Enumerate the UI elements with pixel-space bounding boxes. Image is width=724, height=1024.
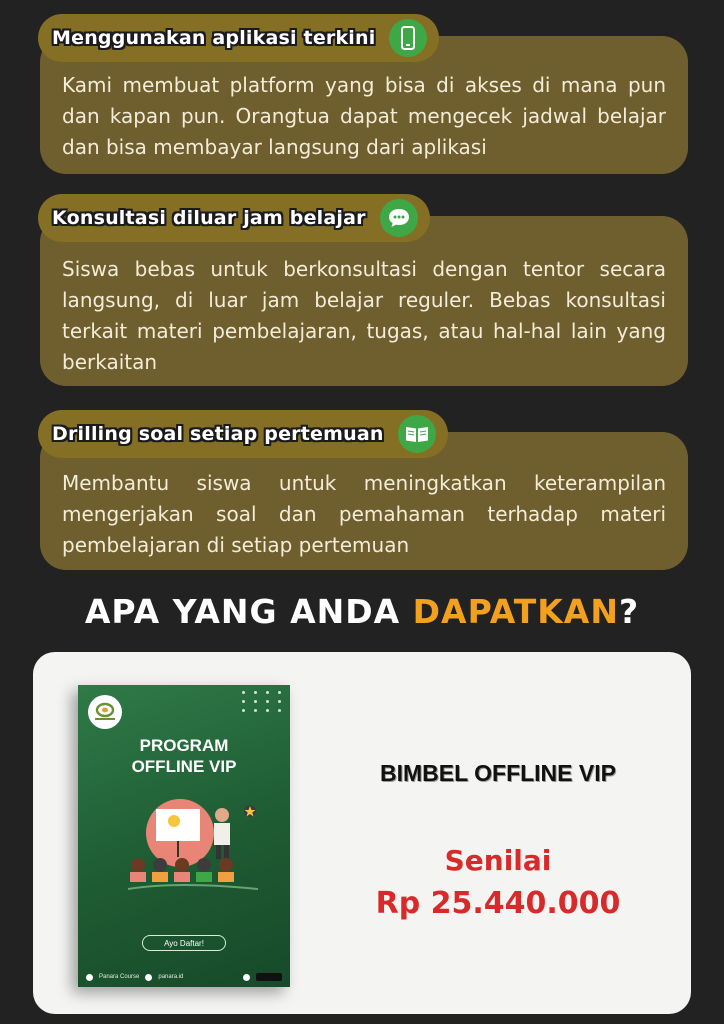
- brand-logo: [88, 695, 122, 729]
- google-play-badge: [256, 973, 282, 981]
- feature-description: Kami membuat platform yang bisa di akses di mana pun dan kapan pun. Orangtua dapat mengecek jadwal belajar dan bisa membayar langsung dari aplikasi: [62, 73, 666, 159]
- web-icon: [145, 974, 152, 981]
- section-heading: [0, 592, 724, 631]
- feature-consultation: [40, 194, 688, 386]
- feature-drilling: [40, 410, 688, 570]
- feature-description: Siswa bebas untuk berkonsultasi dengan tentor secara langsung, di luar jam belajar reguler. Bebas konsultasi terkait materi pembelajaran, tugas, atau hal-hal lain yang berkaitan: [62, 257, 666, 374]
- heading-prefix: APA YANG ANDA: [84, 592, 413, 631]
- feature-title: Konsultasi diluar jam belajar: [52, 207, 366, 229]
- poster-title-line2: OFFLINE VIP: [131, 757, 237, 776]
- chat-bubble-icon: [380, 199, 418, 237]
- feature-title-pill: [38, 14, 439, 62]
- program-poster-image: [78, 685, 290, 987]
- product-price: Rp 25.440.000: [375, 886, 621, 921]
- open-book-icon: [398, 415, 436, 453]
- poster-title-line1: PROGRAM: [139, 736, 229, 755]
- worth-label: Senilai: [444, 844, 552, 877]
- classroom-illustration: [118, 785, 268, 895]
- smartphone-icon: [389, 19, 427, 57]
- poster-title: [78, 735, 290, 777]
- heading-suffix: ?: [618, 592, 640, 631]
- decorative-dots: [242, 691, 284, 712]
- youtube-icon: [86, 974, 93, 981]
- product-panel: [33, 652, 691, 1014]
- feature-title: Drilling soal setiap pertemuan: [52, 423, 384, 445]
- poster-footer: [86, 973, 282, 981]
- feature-title-pill: [38, 194, 430, 242]
- footer-channel: Panara Course: [99, 974, 140, 980]
- footer-site: panara.id: [158, 974, 184, 980]
- google-icon: [243, 974, 250, 981]
- register-button[interactable]: Ayo Daftar!: [142, 935, 226, 951]
- feature-app: [40, 14, 688, 176]
- feature-description: Membantu siswa untuk meningkatkan keterampilan mengerjakan soal dan pemahaman terhadap materi pembelajaran di setiap pertemuan: [62, 471, 666, 557]
- feature-title-pill: [38, 410, 448, 458]
- heading-highlight: DAPATKAN: [412, 592, 619, 631]
- feature-title: Menggunakan aplikasi terkini: [52, 27, 376, 49]
- product-name: BIMBEL OFFLINE VIP: [380, 760, 616, 786]
